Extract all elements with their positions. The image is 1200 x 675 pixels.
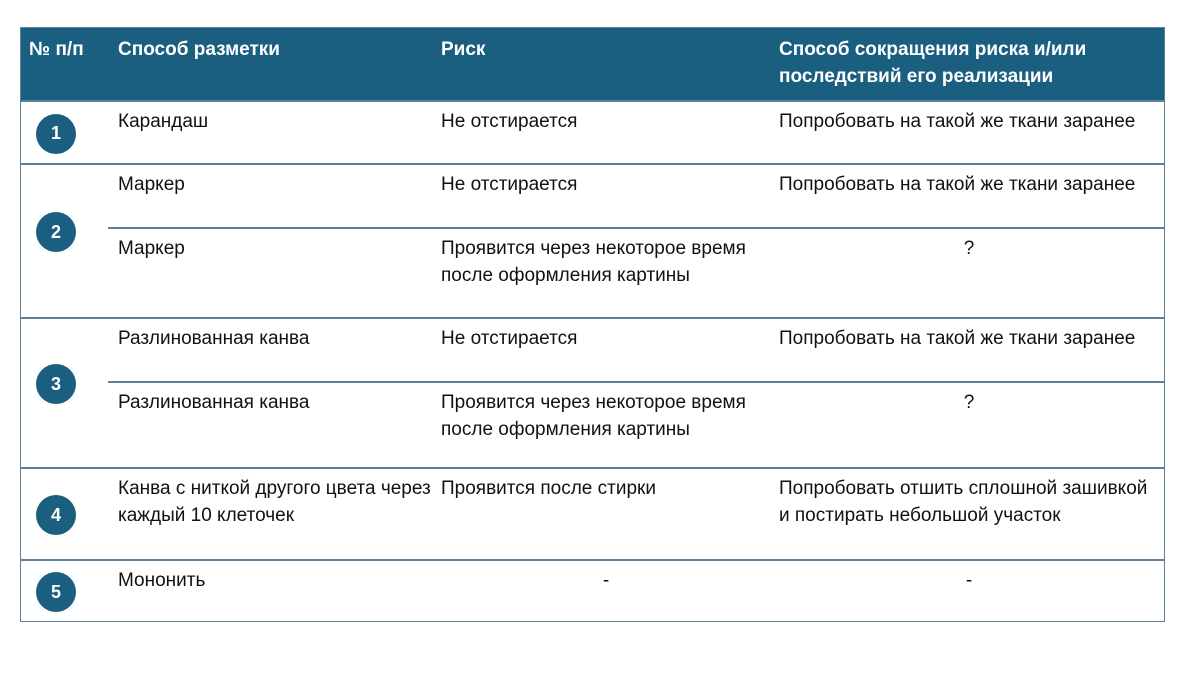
table-group-1: [21, 100, 1164, 163]
row-number-badge: 4: [36, 495, 76, 535]
cell-mitigation: Попробовать на такой же ткани заранее: [779, 174, 1136, 195]
table-group-5: [21, 559, 1164, 621]
cell-risk: Проявится через некоторое время после оформления картины: [441, 238, 746, 286]
table-header: [21, 28, 1164, 101]
row-number-badge: 5: [36, 572, 76, 612]
row-number-badge: 1: [36, 114, 76, 154]
cell-risk: Проявится после стирки: [441, 478, 656, 499]
row-number-badge: 3: [36, 364, 76, 404]
cell-method: Маркер: [118, 238, 185, 259]
cell-method: Маркер: [118, 174, 185, 195]
cell-method: Канва с ниткой другого цвета через каждый 10 клеточек: [118, 478, 431, 526]
cell-risk: -: [602, 570, 610, 591]
cell-method: Разлинованная канва: [118, 392, 310, 413]
row-divider: [108, 227, 1164, 229]
cell-mitigation: -: [965, 570, 973, 591]
cell-mitigation: Попробовать отшить сплошной зашивкой и постирать небольшой участок: [779, 478, 1148, 526]
cell-method: Разлинованная канва: [118, 328, 310, 349]
cell-risk: Не отстирается: [441, 328, 578, 349]
cell-risk: Проявится через некоторое время после оформления картины: [441, 392, 746, 440]
cell-method: Мононить: [118, 570, 206, 591]
cell-mitigation: Попробовать на такой же ткани заранее: [779, 111, 1136, 132]
table-group-4: [21, 467, 1164, 559]
cell-risk: Не отстирается: [441, 174, 578, 195]
table-group-2: [21, 163, 1164, 317]
cell-mitigation: Попробовать на такой же ткани заранее: [779, 328, 1136, 349]
cell-method: Карандаш: [118, 111, 209, 132]
table-group-3: [21, 317, 1164, 467]
header-mitigation: Способ сокращения риска и/или последствий его реализации: [779, 39, 1087, 87]
header-risk: Риск: [441, 39, 486, 60]
cell-risk: Не отстирается: [441, 111, 578, 132]
row-divider: [108, 381, 1164, 383]
row-number-badge: 2: [36, 212, 76, 252]
cell-mitigation: ?: [963, 238, 975, 259]
risk-table: [20, 27, 1165, 622]
header-method: Способ разметки: [118, 39, 280, 60]
header-num: № п/п: [29, 39, 84, 60]
cell-mitigation: ?: [963, 392, 975, 413]
